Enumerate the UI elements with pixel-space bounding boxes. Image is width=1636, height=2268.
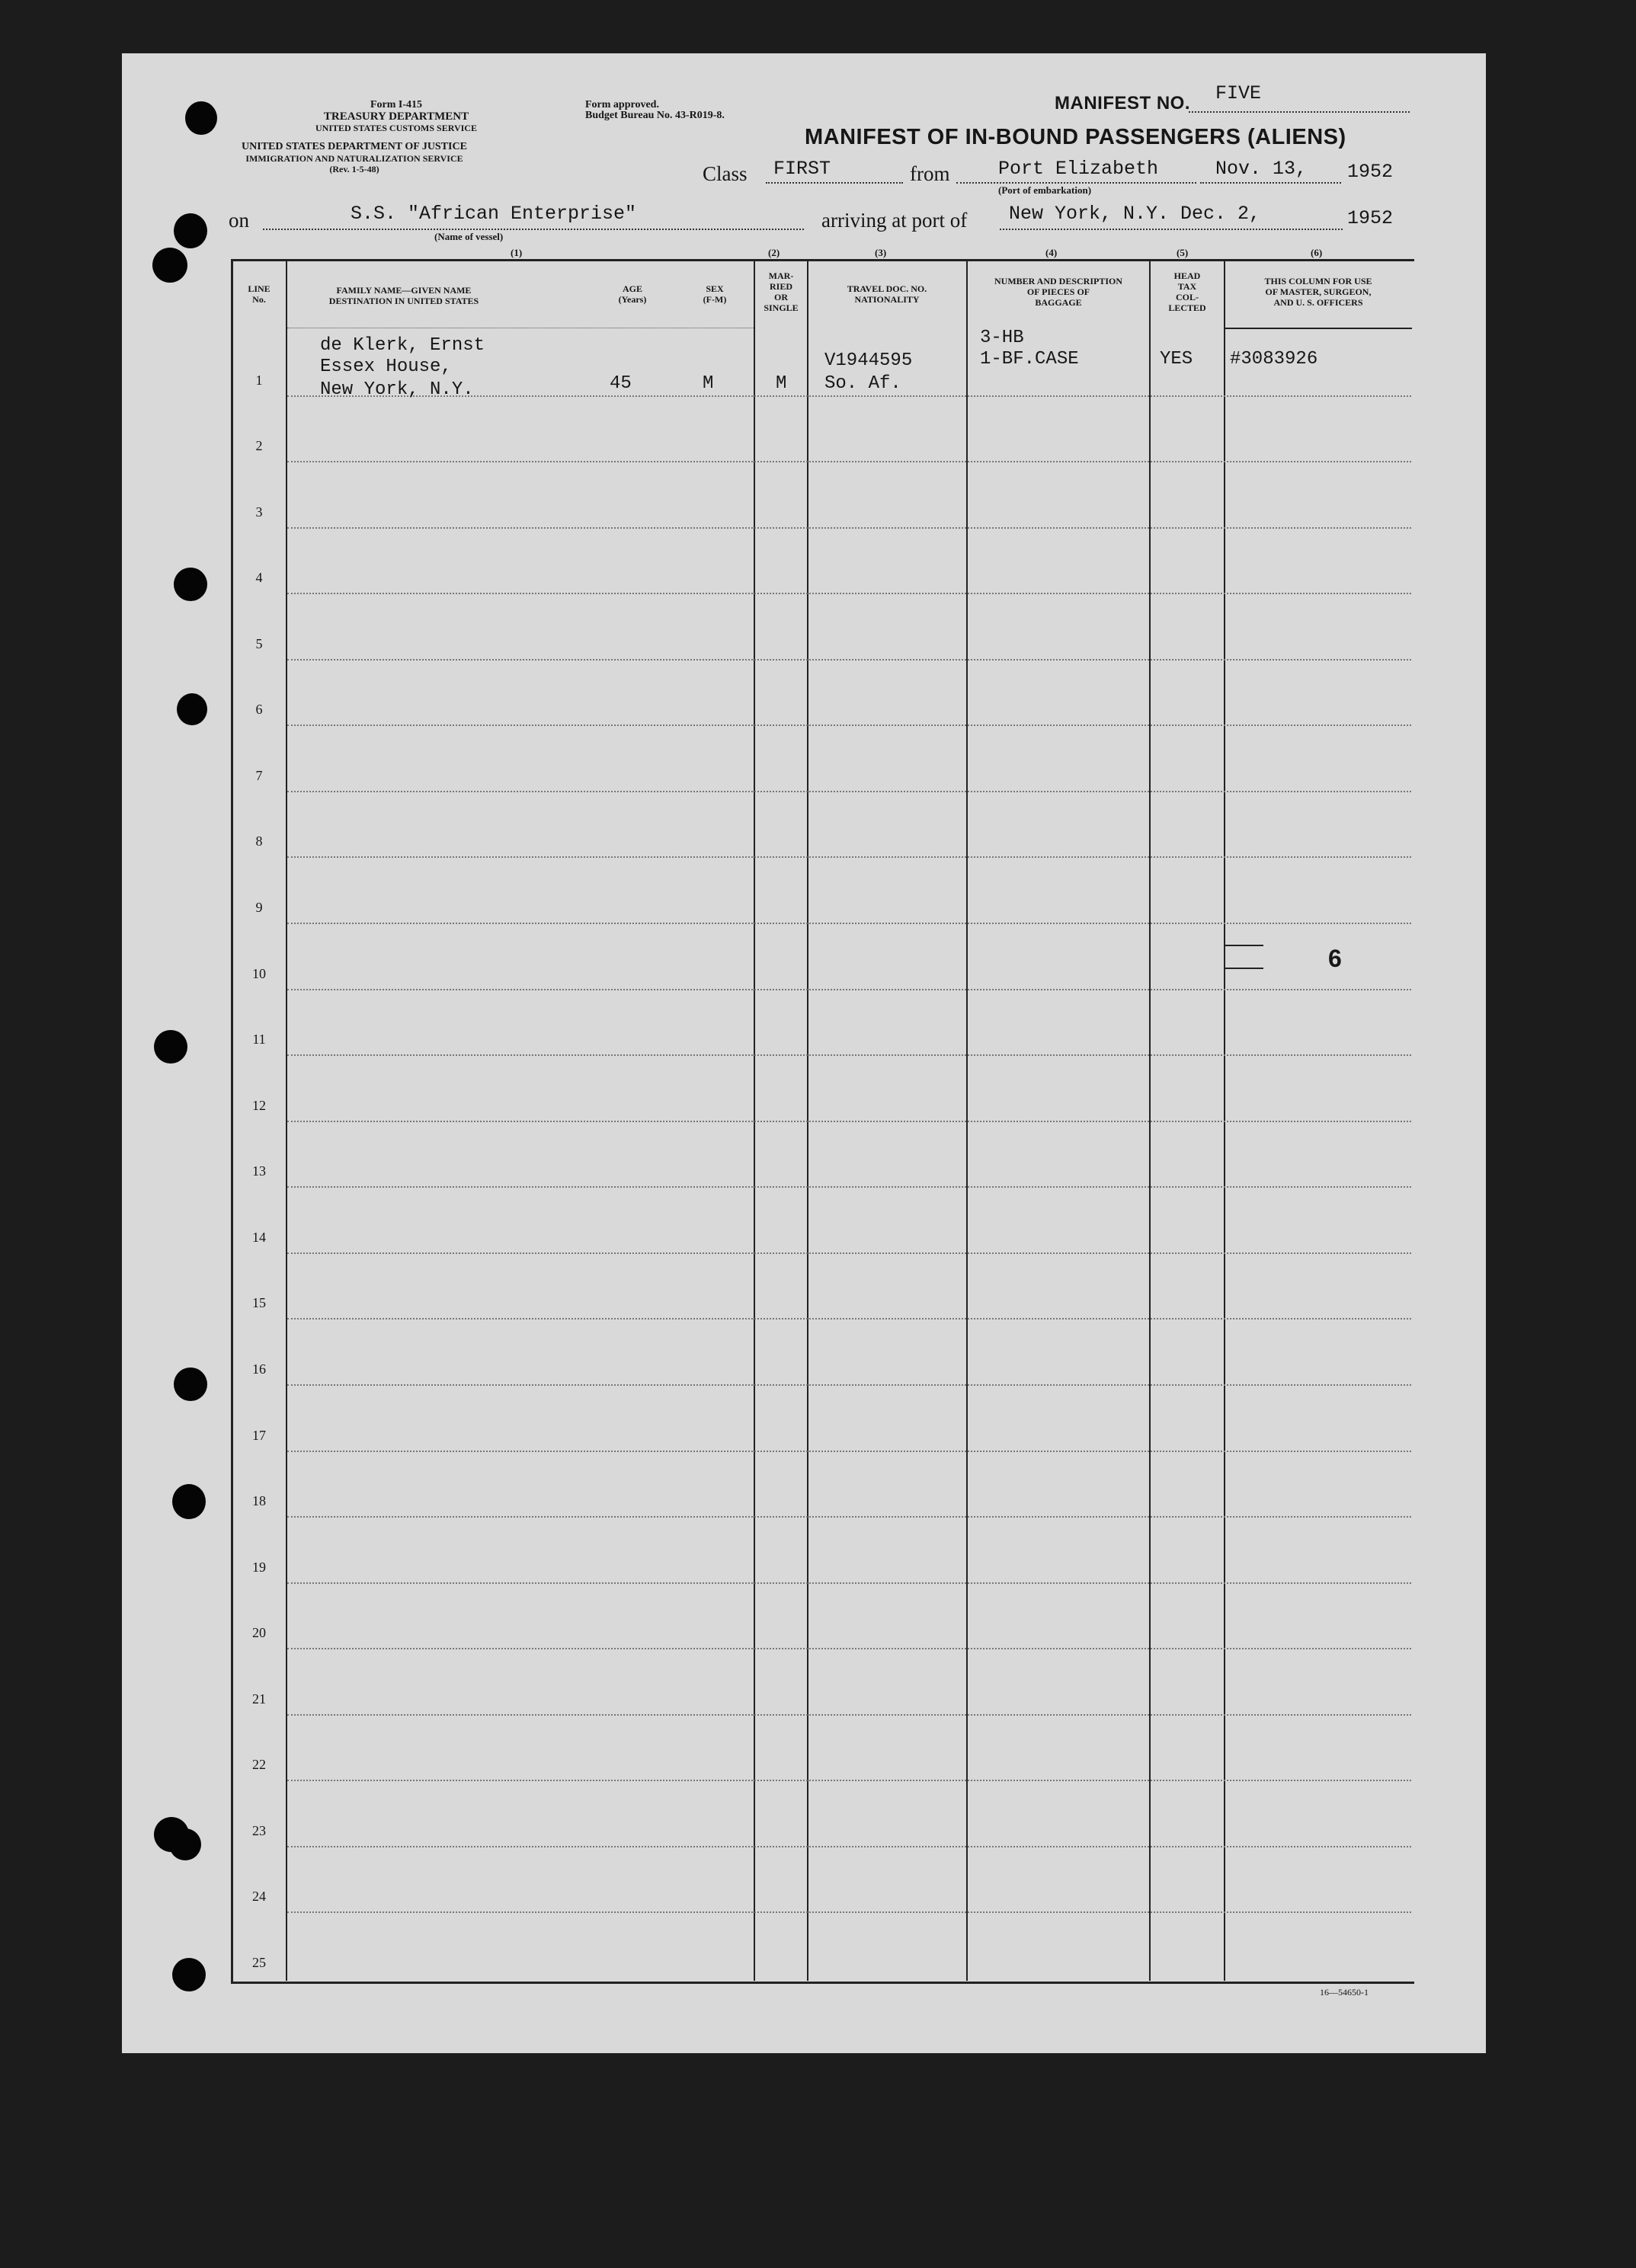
treasury-dept: TREASURY DEPARTMENT: [323, 110, 469, 123]
row-number: 4: [255, 570, 263, 585]
row-line: [287, 1780, 1411, 1781]
header-married: MAR- RIED OR SINGLE: [764, 270, 799, 313]
justice-dept: UNITED STATES DEPARTMENT OF JUSTICE: [242, 141, 467, 152]
row-line: [287, 1186, 1411, 1188]
row-line: [287, 725, 1411, 726]
punch-hole: [174, 568, 207, 601]
row-line: [287, 1252, 1411, 1254]
passenger-nationality: So. Af.: [824, 373, 901, 394]
punch-hole: [172, 1958, 206, 1991]
row-line: [287, 593, 1411, 594]
row-number: 12: [252, 1098, 266, 1113]
row-line: [287, 1911, 1411, 1913]
punch-hole: [174, 213, 207, 248]
row-line: [287, 989, 1411, 990]
col-number-6: (6): [1311, 247, 1323, 258]
on-label: on: [229, 209, 249, 232]
col-number-1: (1): [511, 247, 523, 258]
row-line: [287, 791, 1411, 792]
row-number: 17: [252, 1428, 266, 1443]
passenger-head-tax: YES: [1160, 349, 1193, 369]
row-number: 9: [255, 900, 263, 915]
row-number: 20: [252, 1625, 266, 1640]
row-number: 14: [252, 1230, 266, 1245]
arriving-label: arriving at port of: [821, 209, 968, 232]
col-number-2: (2): [768, 247, 780, 258]
customs-service: UNITED STATES CUSTOMS SERVICE: [315, 123, 477, 133]
row-line: [287, 659, 1411, 661]
row-line: [287, 1648, 1411, 1649]
header-line-no: LINE No.: [248, 283, 271, 305]
arrival-port-date: New York, N.Y. Dec. 2,: [1000, 203, 1343, 230]
row-line: [287, 1582, 1411, 1584]
punch-hole: [154, 1030, 187, 1064]
row-line: [287, 1714, 1411, 1716]
port-of-embarkation-caption: (Port of embarkation): [998, 184, 1092, 196]
row-line: [287, 1516, 1411, 1518]
header-travel-doc: TRAVEL DOC. NO. NATIONALITY: [847, 283, 927, 305]
row-number: 15: [252, 1295, 266, 1310]
header-head-tax: HEAD TAX COL- LECTED: [1168, 270, 1206, 313]
col-divider: [966, 259, 968, 1981]
row-line: [287, 1121, 1411, 1122]
row-number: 2: [255, 438, 263, 453]
col-divider: [754, 259, 755, 1981]
row-number: 10: [252, 966, 266, 981]
passenger-baggage-2: 1-BF.CASE: [980, 349, 1079, 369]
row-line: [287, 856, 1411, 858]
manifest-title: MANIFEST OF IN-BOUND PASSENGERS (ALIENS): [805, 125, 1346, 149]
header-age: AGE (Years): [618, 283, 647, 305]
row-line: [287, 923, 1411, 924]
tally-mark: [1225, 945, 1263, 946]
row-line: [287, 1451, 1411, 1452]
row-number: 18: [252, 1493, 266, 1508]
manifest-no-value: FIVE: [1189, 82, 1410, 113]
row-line: [287, 1384, 1411, 1386]
row-number: 16: [252, 1361, 266, 1377]
passenger-travel-doc: V1944595: [824, 350, 913, 371]
vessel-name: S.S. "African Enterprise": [263, 203, 804, 230]
col-number-5: (5): [1177, 247, 1189, 258]
passenger-officer-note: #3083926: [1230, 349, 1318, 369]
col-number-4: (4): [1045, 247, 1058, 258]
col-divider: [1224, 259, 1225, 1981]
punch-hole: [177, 693, 207, 725]
row-line: [287, 1318, 1411, 1320]
header-sex: SEX (F-M): [703, 283, 727, 305]
row-number: 13: [252, 1163, 266, 1179]
col-divider: [286, 259, 287, 1981]
port-of-embarkation: Port Elizabeth: [956, 158, 1196, 184]
departure-year: 1952: [1347, 161, 1394, 183]
revision: (Rev. 1-5-48): [329, 164, 379, 174]
row-line: [287, 461, 1411, 462]
row-number: 24: [252, 1889, 266, 1904]
ins-service: IMMIGRATION AND NATURALIZATION SERVICE: [245, 153, 463, 164]
row-number: 3: [255, 504, 263, 520]
row-number: 6: [255, 702, 263, 717]
punch-hole: [174, 1368, 207, 1401]
header-name: FAMILY NAME—GIVEN NAME DESTINATION IN UNITED STATES: [328, 285, 479, 306]
departure-date: Nov. 13,: [1200, 158, 1341, 184]
passenger-destination-2: New York, N.Y.: [320, 379, 474, 400]
manifest-no-label: MANIFEST NO.: [1055, 93, 1190, 114]
punch-hole: [172, 1484, 206, 1519]
form-number: Form I-415: [370, 99, 423, 110]
footer-code: 16—54650-1: [1320, 1987, 1369, 1998]
class-value: FIRST: [766, 158, 903, 184]
passenger-marital: M: [776, 373, 787, 394]
header-rule: [1225, 328, 1412, 329]
row-number: 7: [255, 768, 263, 783]
from-label: from: [910, 162, 950, 185]
row-line: [287, 1054, 1411, 1056]
row-number: 25: [252, 1955, 266, 1970]
row-number: 8: [255, 833, 263, 849]
passenger-sex: M: [703, 373, 714, 394]
passenger-age: 45: [610, 373, 632, 394]
col-divider: [807, 259, 808, 1981]
class-label: Class: [703, 162, 748, 185]
passenger-name: de Klerk, Ernst: [320, 335, 485, 356]
header-officer-use: THIS COLUMN FOR USE OF MASTER, SURGEON, AND U. S. OFFICERS: [1264, 276, 1372, 308]
row-number: 11: [252, 1032, 266, 1047]
row-line: [287, 1846, 1411, 1847]
vessel-caption: (Name of vessel): [434, 231, 504, 242]
tally-mark: [1225, 968, 1263, 969]
punch-hole: [169, 1828, 201, 1860]
row-number: 21: [252, 1691, 266, 1707]
punch-hole: [152, 248, 187, 283]
passenger-baggage-1: 3-HB: [980, 328, 1024, 348]
budget-bureau: Budget Bureau No. 43-R019-8.: [585, 110, 725, 121]
bleed-through: [183, 181, 579, 198]
row-number: 19: [252, 1559, 266, 1575]
row-number: 22: [252, 1757, 266, 1772]
punch-hole: [185, 101, 217, 135]
row-line: [287, 527, 1411, 529]
arrival-year: 1952: [1347, 207, 1394, 229]
col-number-3: (3): [875, 247, 887, 258]
row-number: 23: [252, 1823, 266, 1838]
col-divider: [1149, 259, 1151, 1981]
row-number: 1: [255, 373, 263, 388]
count-mark: 6: [1328, 945, 1342, 972]
row-number: 5: [255, 636, 263, 651]
passenger-destination-1: Essex House,: [320, 357, 452, 377]
header-baggage: NUMBER AND DESCRIPTION OF PIECES OF BAGGAGE: [994, 276, 1123, 308]
form-approved: Form approved.: [585, 99, 659, 110]
